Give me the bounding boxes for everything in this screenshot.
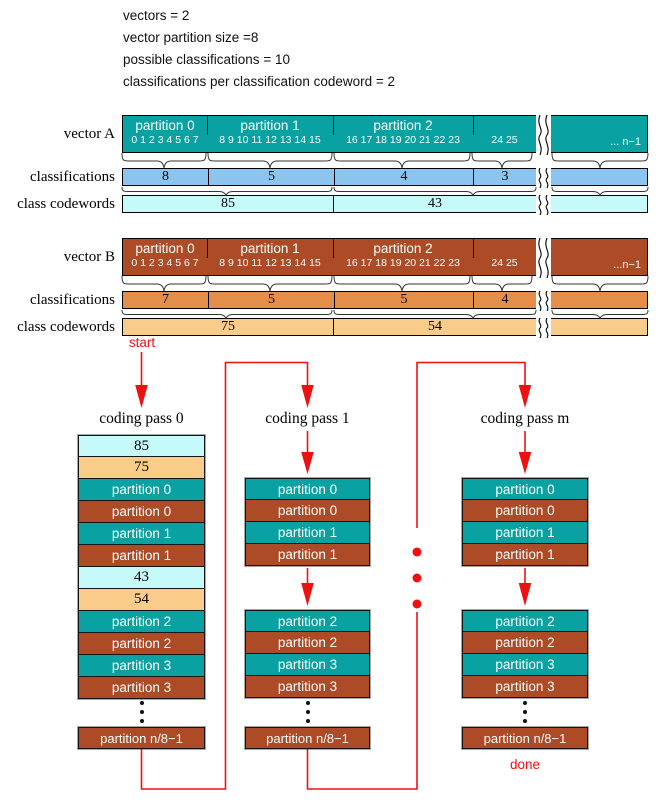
partition-label: partition 1 [240, 241, 300, 256]
sample-indices: 24 25 [491, 134, 518, 146]
codeword-box: 75 [78, 457, 205, 479]
vector-a-classifications-bar [122, 168, 648, 186]
done-label: done [509, 757, 541, 772]
vector-b-label: vector B [63, 249, 115, 265]
arrowhead [519, 385, 532, 408]
partition-box: partition n/8−1 [245, 727, 370, 749]
partition-label: partition 1 [240, 118, 300, 133]
partition-box: partition 3 [245, 676, 370, 698]
sample-indices: 0 1 2 3 4 5 6 7 [131, 134, 199, 146]
partition-box: partition 3 [462, 676, 588, 698]
vector-b-codewords-bar [122, 318, 648, 336]
brace [208, 153, 332, 168]
vector-b-bar [122, 238, 648, 276]
arrowhead [135, 385, 148, 408]
partition-box: partition 2 [245, 610, 370, 632]
partition-label: partition 2 [373, 118, 433, 133]
vector-b-codewords-label: class codewords [17, 319, 115, 335]
pass-ellipsis-dot [413, 574, 422, 583]
partition-box: partition 0 [462, 500, 588, 522]
pass-ellipsis-dot [413, 548, 422, 557]
start-label: start [128, 335, 156, 350]
ellipsis-dots [245, 701, 370, 723]
partition-box: partition 2 [462, 632, 588, 654]
ellipsis-dots [78, 701, 205, 723]
bar-break [536, 195, 551, 215]
coding-pass-1-group-2 [245, 610, 370, 698]
classification-value: 4 [334, 169, 473, 185]
info-line-vectors: vectors = 2 [123, 8, 190, 23]
coding-pass-1-group-1 [245, 478, 370, 566]
bar-break [536, 318, 551, 338]
partition-label [473, 118, 536, 133]
codeword-box: 85 [78, 435, 205, 457]
sample-indices: 8 9 10 11 12 13 14 15 [219, 134, 321, 146]
sample-indices: 24 25 [491, 257, 518, 269]
arrowhead [301, 385, 314, 408]
vector-b-partition-2 [333, 239, 473, 275]
arrowhead [301, 452, 314, 474]
vector-a-partition-0 [123, 116, 207, 152]
bar-break [536, 168, 551, 188]
partition-label: partition 0 [135, 118, 195, 133]
arrowhead [301, 583, 314, 606]
classification-value: 5 [208, 292, 334, 308]
bar-break [536, 115, 551, 155]
ellipsis-dots [462, 701, 588, 723]
partition-box: partition 1 [78, 545, 205, 567]
partition-box: partition 0 [78, 479, 205, 501]
partition-box: partition 1 [245, 522, 370, 544]
codeword-box: 43 [78, 567, 205, 589]
vector-a-codewords-label: class codewords [17, 196, 115, 212]
partition-box: partition 2 [78, 611, 205, 633]
brace [334, 276, 470, 291]
info-line-codeword: classifications per classification codeword = 2 [123, 74, 396, 89]
brace [334, 153, 470, 168]
brace [552, 153, 648, 168]
vector-a-classifications-label: classifications [30, 169, 115, 185]
vector-b-classifications-label: classifications [30, 292, 115, 308]
vector-a-bar [122, 115, 648, 153]
vector-a-tail: ... n−1 [610, 136, 641, 148]
partition-box: partition 0 [245, 500, 370, 522]
sample-indices: 8 9 10 11 12 13 14 15 [219, 257, 321, 269]
sample-indices: 16 17 18 19 20 21 22 23 [346, 257, 460, 269]
vector-b-partition-1 [207, 239, 333, 275]
bar-break [536, 238, 551, 278]
vector-a-partition-2 [333, 116, 473, 152]
partition-box: partition 0 [245, 478, 370, 500]
coding-pass-m-tail [462, 727, 588, 749]
partition-box: partition n/8−1 [78, 727, 205, 749]
brace [122, 276, 206, 291]
classification-value: 4 [473, 292, 536, 308]
bar-break [536, 291, 551, 311]
coding-pass-m-group-1 [462, 478, 588, 566]
partition-box: partition 1 [245, 544, 370, 566]
partition-box: partition 1 [78, 523, 205, 545]
brace [472, 276, 532, 291]
coding-pass-m-group-2 [462, 610, 588, 698]
coding-pass-0-tail [78, 727, 205, 749]
classification-value: 5 [334, 292, 473, 308]
partition-box: partition 0 [78, 501, 205, 523]
vector-a-label: vector A [63, 126, 115, 142]
classification-value: 5 [208, 169, 334, 185]
partition-box: partition 3 [462, 654, 588, 676]
brace [208, 276, 332, 291]
partition-box: partition 1 [462, 522, 588, 544]
codeword-box: 54 [78, 589, 205, 611]
codeword-value: 43 [333, 196, 536, 212]
arrowhead [519, 583, 532, 606]
coding-pass-0-stack [78, 435, 205, 699]
codeword-value: 54 [333, 319, 536, 335]
vector-a-partition-1 [207, 116, 333, 152]
coding-pass-1-tail [245, 727, 370, 749]
classification-value: 8 [162, 169, 169, 184]
partition-box: partition 0 [462, 478, 588, 500]
info-line-classifications: possible classifications = 10 [123, 52, 290, 67]
partition-box: partition n/8−1 [462, 727, 588, 749]
vector-b-partition-0 [123, 239, 207, 275]
codeword-value: 85 [221, 196, 235, 211]
partition-label: partition 2 [373, 241, 433, 256]
classification-value: 7 [162, 292, 169, 307]
partition-box: partition 2 [245, 632, 370, 654]
partition-box: partition 2 [78, 633, 205, 655]
info-block [123, 5, 395, 93]
coding-pass-0-title: coding pass 0 [99, 410, 184, 427]
coding-pass-m-title: coding pass m [480, 410, 570, 427]
partition-label [473, 241, 536, 256]
vector-b-classifications-bar [122, 291, 648, 309]
partition-label: partition 0 [135, 241, 195, 256]
brace [552, 276, 648, 291]
brace [472, 153, 532, 168]
partition-box: partition 3 [78, 655, 205, 677]
sample-indices: 16 17 18 19 20 21 22 23 [346, 134, 460, 146]
coding-pass-1-title: coding pass 1 [265, 410, 350, 427]
info-line-partition-size: vector partition size =8 [123, 30, 259, 45]
vector-a-codewords-bar [122, 195, 648, 213]
pass-ellipsis-dot [413, 600, 422, 609]
partition-box: partition 2 [462, 610, 588, 632]
codeword-value: 75 [221, 319, 235, 334]
sample-indices: 0 1 2 3 4 5 6 7 [131, 257, 199, 269]
partition-box: partition 1 [462, 544, 588, 566]
arrowhead [519, 452, 532, 474]
vector-a-partition-3 [473, 116, 536, 152]
vector-b-partition-3 [473, 239, 536, 275]
classification-value: 3 [473, 169, 536, 185]
partition-box: partition 3 [245, 654, 370, 676]
brace [122, 153, 206, 168]
partition-box: partition 3 [78, 677, 205, 699]
vector-b-tail: ...n−1 [613, 259, 641, 271]
